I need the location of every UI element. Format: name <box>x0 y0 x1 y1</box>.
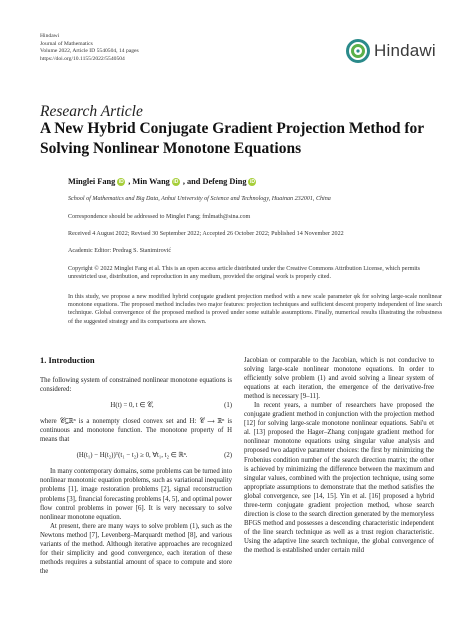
volume-info: Volume 2022, Article ID 5540504, 14 pages <box>40 48 139 55</box>
correspondence: Correspondence should be addressed to Minglei Fang; fmlmath@sina.com <box>68 214 251 220</box>
orcid-icon[interactable]: iD <box>118 178 124 185</box>
author-name[interactable]: Min Wang <box>132 177 170 186</box>
orcid-icon[interactable]: iD <box>173 178 179 185</box>
orcid-icon[interactable]: iD <box>249 178 255 185</box>
abstract: In this study, we propose a new modified hybrid conjugate gradient projection method with a new scale parameter φk for solving large-scale nonlinear monotone equations. The proposed method includes two major features: projection techniques and sufficient descent property independent of line search technique. Global convergence of the proposed method is proved under some suitable assumptions. Finally, numerical results illustrating the robustness of the suggested strategy and its comparisons are shown. <box>68 294 442 325</box>
doi-link[interactable]: https://doi.org/10.1155/2022/5540504 <box>40 55 125 62</box>
publisher-name: Hindawi <box>40 33 60 39</box>
paragraph: In recent years, a number of researchers have proposed the conjugate gradient method in conjunction with the projection method [12] for solving large-scale monotone nonlinear equations. Sabi'u et al. [13] proposed the Hager–Zhang conjugate gradient method for nonlinear monotone equations using singular value analysis and proposed two adaptive parameter choices: the first by minimizing the Frobenius condition number of the search direction matrix; the other is achieved by minimizing the difference between the maximum and singular values, combined with the projection technique, using some appropriate assumptions to demonstrate that the method satisfies the global convergence, see [14, 15]. Yin et al. [16] proposed a hybrid three-term conjugate gradient projection method, whose search direction is close to the search direction generated by the memoryless BFGS method and possesses a descending characteristic independent of the line search technique as well as a trust region characteristic. Using the adaptive line search technique, the global convergence of the method is established under certain mild <box>244 402 434 554</box>
equation-number: (2) <box>224 452 232 460</box>
section-heading: 1. Introduction <box>40 355 95 365</box>
right-column <box>244 356 434 555</box>
paragraph: where 𝒞⊆ℝⁿ is a nonempty closed convex set and H: 𝒞 ⟶ ℝⁿ is continuous and monotone function. The monotone property of H means that <box>40 418 232 444</box>
publication-history: Received 4 August 2022; Revised 30 September 2022; Accepted 26 October 2022; Published 14 November 2022 <box>68 231 344 237</box>
equation-1 <box>40 401 232 410</box>
journal-header <box>40 33 139 63</box>
author-separator: , and <box>182 177 203 186</box>
hindawi-logo-icon <box>346 39 370 63</box>
author-name[interactable]: Minglei Fang <box>68 177 116 186</box>
paragraph: At present, there are many ways to solve problem (1), such as the Newtons method [7], Levenberg–Marquardt method [8], and various variants of the method. Although iterative approaches are recognized for their simplicity and good convergence, each iteration of these methods requires a substantial amount of space to compute and store the <box>40 522 232 575</box>
hindawi-logo <box>346 39 436 63</box>
journal-name: Journal of Mathematics <box>40 40 93 47</box>
article-title: A New Hybrid Conjugate Gradient Projection Method for Solving Nonlinear Monotone Equations <box>40 120 424 157</box>
academic-editor: Academic Editor: Predrag S. Stanimirović <box>68 248 172 254</box>
left-column <box>40 356 232 576</box>
equation-2 <box>40 451 232 460</box>
paragraph: In many contemporary domains, some problems can be turned into nonlinear monotonic equation problems, such as variational inequality problems [1], image restoration problems [2], signal reconstruction problems [3], financial forecasting problems [4, 5], and optimal power flow control problems in power [6]. It is very necessary to solve nonlinear monotone equation. <box>40 468 232 521</box>
author-separator: , <box>128 177 133 186</box>
copyright-notice: Copyright © 2022 Minglei Fang et al. This is an open access article distributed under the Creative Commons Attribution License, which permits unrestricted use, distribution, and reproduction in any medium, provided the original work is properly cited. <box>68 266 420 281</box>
equation-number: (1) <box>224 402 232 410</box>
affiliation: School of Mathematics and Big Data, Anhui University of Science and Technology, Huainan 232001, China <box>68 196 331 202</box>
paragraph: The following system of constrained nonlinear monotone equations is considered: <box>40 377 232 394</box>
author-name[interactable]: Defeng Ding <box>202 177 247 186</box>
equation-text: (H(t₁) − H(t₂))ᵀ(t₁ − t₂) ≥ 0, ∀t₁, t₂ ∈ ℝⁿ. <box>76 452 188 460</box>
logo-text: Hindawi <box>374 41 436 60</box>
paragraph: Jacobian or comparable to the Jacobian, which is not conducive to solving large-scale nonlinear monotone equations. In order to efficiently solve problem (1) and avoid solving a linear system of equations at each iteration, the emergence of the derivative-free method is necessary [9–11]. <box>244 357 434 401</box>
article-type: Research Article <box>40 103 143 120</box>
equation-text: H(t) = 0, t ∈ 𝒞, <box>110 402 154 410</box>
author-list <box>68 177 259 186</box>
